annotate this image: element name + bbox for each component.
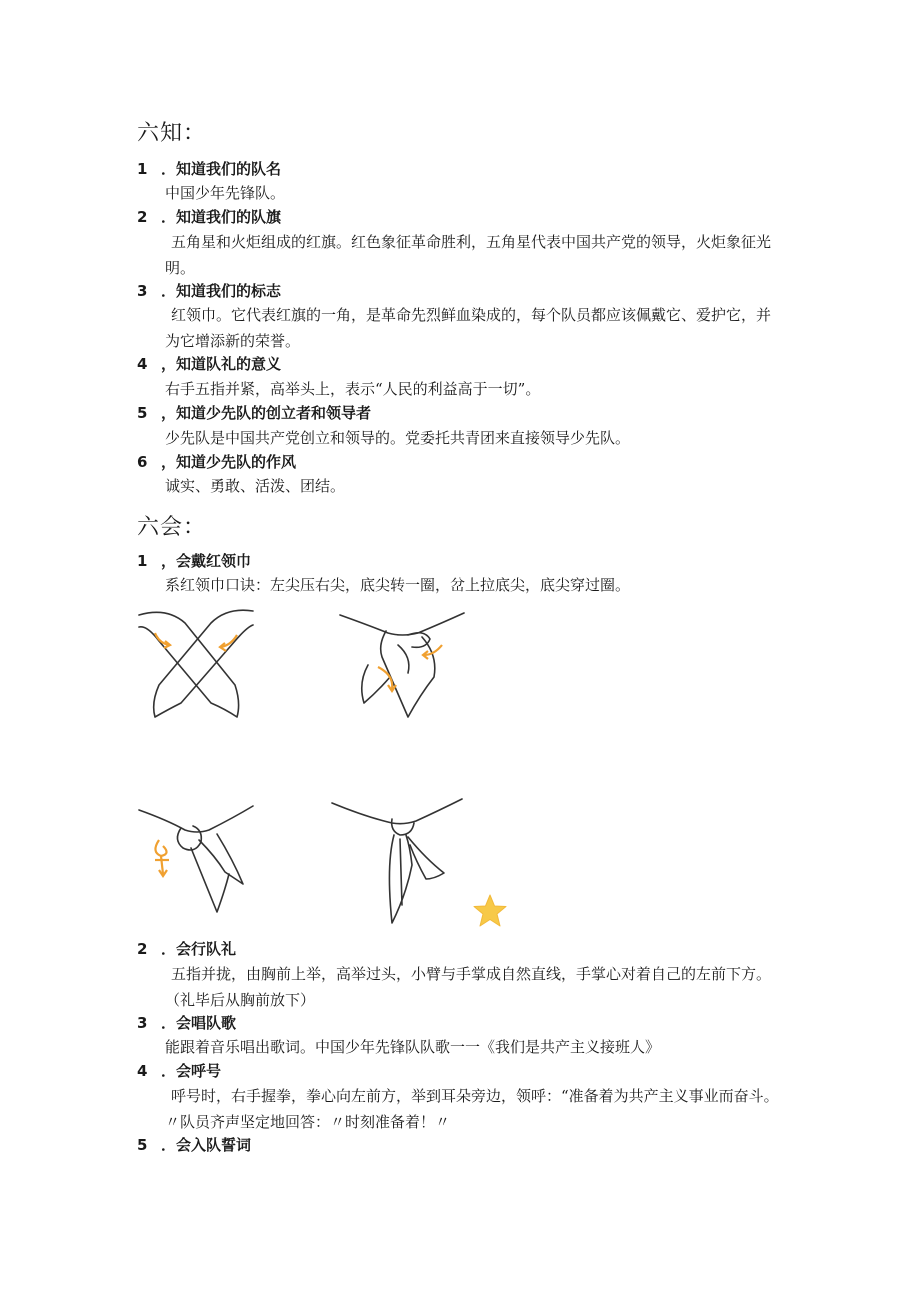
item-body: 少先队是中国共产党创立和领导的。党委托共青团来直接领导少先队。 [165, 429, 631, 447]
section-title-six-can: 六会： [137, 515, 207, 540]
scarf-step-3-icon [137, 800, 257, 922]
item-heading: 3 ．知道我们的标志 [137, 282, 282, 300]
star-icon [471, 893, 509, 929]
item-body: 能跟着音乐唱出歌词。中国少年先锋队队歌一一《我们是共产主义接班人》 [165, 1038, 661, 1056]
item-body: 中国少年先锋队。 [165, 184, 286, 202]
item-heading: 5 ．会入队誓词 [137, 1136, 252, 1154]
item-body: 系红领巾口诀：左尖压右尖，底尖转一圈，岔上拉底尖，底尖穿过圈。 [165, 576, 631, 594]
item-body: 五指并拢，由胸前上举，高举过头，小臂与手掌成自然直线，手掌心对着自己的左前下方。（礼毕后从胸前放下） [165, 965, 772, 1009]
section-title-six-know: 六知： [137, 121, 207, 146]
item-heading: 2 ．知道我们的队旗 [137, 208, 282, 226]
item-heading: 1 ．知道我们的队名 [137, 160, 282, 178]
item-heading: 5 ，知道少先队的创立者和领导者 [137, 404, 372, 422]
item-body: 呼号时，右手握拳，拳心向左前方，举到耳朵旁边，领呼：“准备着为共产主义事业而奋斗。〃队员齐声坚定地回答：〃时刻准备着！〃 [165, 1087, 779, 1131]
item-heading: 4 ．会呼号 [137, 1062, 222, 1080]
item-heading: 2 ．会行队礼 [137, 940, 237, 958]
item-heading: 6 ，知道少先队的作风 [137, 453, 297, 471]
item-heading: 4 ，知道队礼的意义 [137, 355, 282, 373]
item-body: 右手五指并紧，高举头上，表示“人民的利益高于一切”。 [165, 380, 541, 398]
scarf-step-4-icon [330, 795, 470, 927]
item-body: 诚实、勇敢、活泼、团结。 [165, 477, 346, 495]
scarf-step-2-icon [338, 605, 468, 723]
scarf-step-1-icon [137, 605, 257, 723]
item-body: 五角星和火炬组成的红旗。红色象征革命胜利，五角星代表中国共产党的领导，火炬象征光明。 [165, 233, 772, 277]
item-body: 红领巾。它代表红旗的一角，是革命先烈鲜血染成的，每个队员都应该佩戴它、爱护它，并为它增添新的荣誉。 [165, 306, 772, 350]
item-heading: 3 ．会唱队歌 [137, 1014, 237, 1032]
item-heading: 1 ，会戴红领巾 [137, 552, 252, 570]
